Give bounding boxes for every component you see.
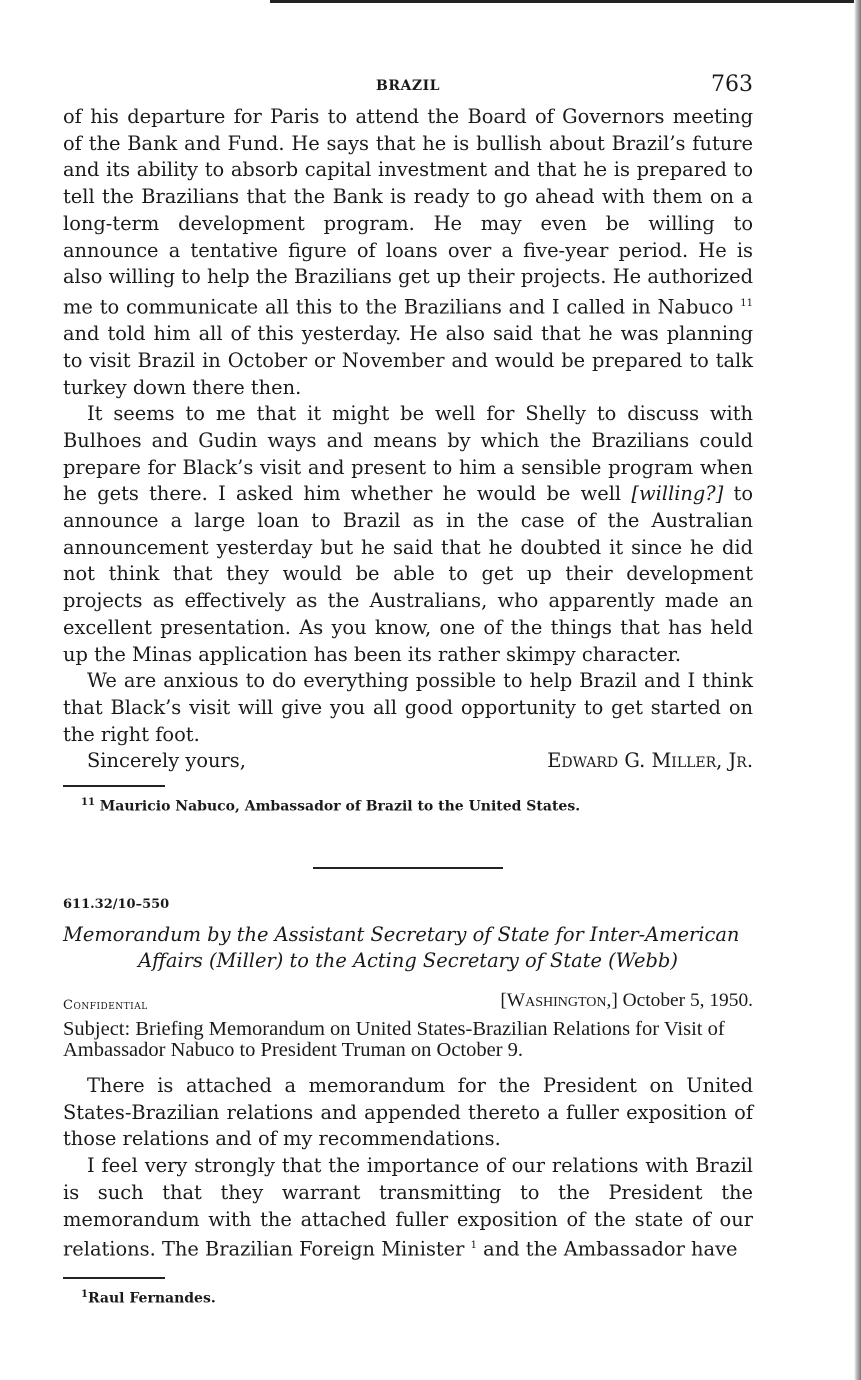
letter-closing [63, 748, 753, 775]
footnote-11: $^{11}$ Mauricio Nabuco, Ambassador of Brazil to the United States. [81, 797, 581, 815]
footnote-ref-1: 1 [470, 1240, 477, 1252]
footnote-1: $^1$Raul Fernandes. [81, 1289, 216, 1308]
footnote-rule [63, 785, 165, 787]
file-number: 611.32/10–550 [63, 897, 170, 912]
memo-paragraph-1: There is attached a memorandum for the President on United States-Brazilian relations and appended thereto a fuller exposition of those relations and of my recommendations. [63, 1074, 753, 1151]
running-head: BRAZIL [376, 78, 440, 94]
memo-paragraph-2: I feel very strongly that the importance of our relations with Brazil is such that they warrant transmitting to the President the memorandum with the attached fuller exposition of the state of our relations. The Brazilian Foreign Minister $^1$ and the Ambassador have [63, 1154, 753, 1261]
dateline: [Washington,] October 5, 1950. [500, 990, 753, 1011]
letter-paragraph-3: We are anxious to do everything possible to help Brazil and I think that Black’s visit will give you all good opportunity to get started on the right foot. [63, 669, 753, 746]
signature: Edward G. Miller, Jr. [547, 749, 753, 773]
page-header [63, 70, 753, 104]
page-number: 763 [711, 72, 753, 97]
complimentary-close: Sincerely yours, [87, 749, 246, 773]
footnote-ref-11: 11 [740, 297, 753, 309]
section-divider [313, 867, 503, 869]
memo-subject: Subject: Briefing Memorandum on United States-Brazilian Relations for Visit of Ambassador Nabuco to President Truman on October 9. [63, 1018, 725, 1061]
footnote-rule-2 [63, 1277, 165, 1279]
memo-metaline [63, 990, 753, 1017]
page-edge [854, 0, 861, 1380]
classification: Confidential [63, 998, 148, 1013]
top-rule [270, 0, 861, 3]
letter-paragraph-1: of his departure for Paris to attend the Board of Governors meeting of the Bank and Fund. He says that he is bullish about Brazil’s future and its ability to absorb capital investment and that he is prepared to tell the Brazilians that the Bank is ready to go ahead with them on a long-term development program. He may even be willing to announce a tentative figure of loans over a five-year period. He is also willing to help the Brazilians get up their projects. He authorized me to communicate all this to the Brazilians and I called in Nabuco $^{11}$ and told him all of this yesterday. He also said that he was planning to visit Brazil in October or November and would be prepared to talk turkey down there then. [63, 105, 753, 399]
editorial-insertion: [willing?] [631, 482, 724, 506]
letter-paragraph-2: It seems to me that it might be well for Shelly to discuss with Bulhoes and Gudin ways and means by which the Brazilians could prepare for Black’s visit and present to him a sensible program when he gets there. I asked him whether he would be well [willing?] to announce a large loan to Brazil as in the case of the Australian announcement yesterday but he said that he doubted it since he did not think that they would be able to get up their development projects as effectively as the Australians, who apparently made an excellent presentation. As you know, one of the things that has held up the Minas application has been its rather skimpy character. [63, 402, 754, 666]
document-page [63, 70, 753, 1307]
memo-title: Memorandum by the Assistant Secretary of State for Inter-American Affairs (Miller) to the Acting Secretary of State (Webb) [63, 923, 740, 972]
